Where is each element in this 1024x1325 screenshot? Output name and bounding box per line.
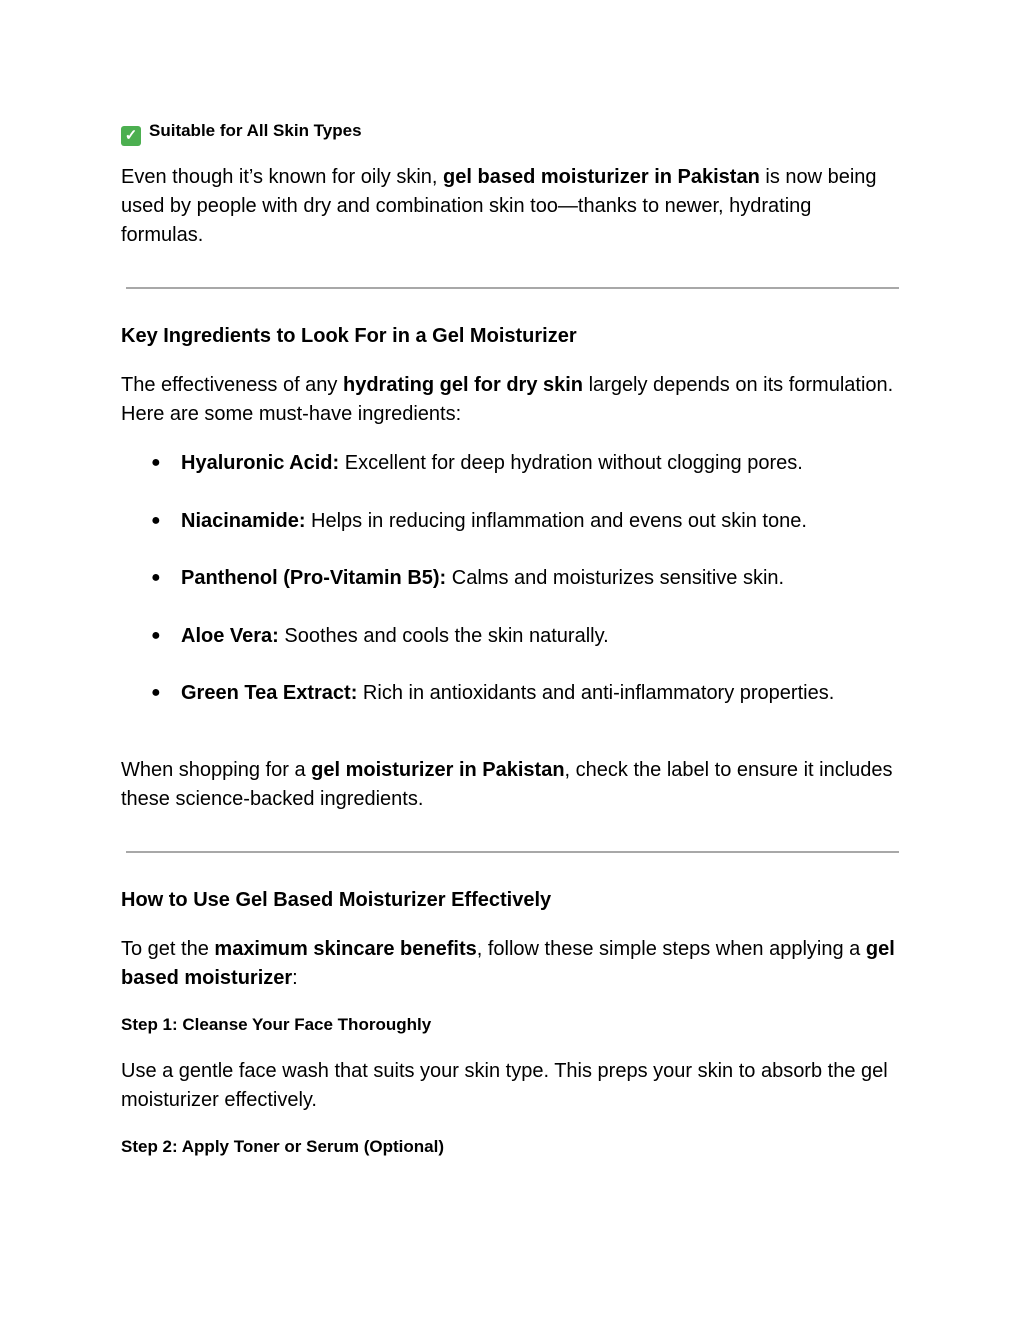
ingredient-term: Niacinamide: (181, 509, 306, 532)
horizontal-divider (126, 287, 899, 289)
heading-how-to-use: How to Use Gel Based Moisturizer Effectively (121, 889, 552, 911)
list-item (121, 505, 901, 563)
ingredient-term: Hyaluronic Acid: (181, 452, 340, 474)
bullet-icon: ● (151, 626, 161, 644)
ingredient-desc: Soothes and cools the skin naturally. (278, 624, 609, 647)
ingredient-desc: Rich in antioxidants and anti-inflammatory properties. (357, 682, 835, 704)
text-run: largely depends on its formulation. Here are some must-have ingredients: (121, 374, 894, 425)
ingredients-list (121, 447, 901, 735)
paragraph-skin-types (121, 163, 896, 250)
heading-suitable-skin-types (121, 120, 362, 146)
ingredient-term: Aloe Vera: (181, 624, 279, 647)
heading-step-2: Step 2: Apply Toner or Serum (Optional) (121, 1137, 445, 1156)
check-mark-icon: ✓ (121, 126, 141, 146)
text-run: , check the label to ensure it includes these science-backed ingredients. (121, 759, 893, 810)
bold-keyword: gel based moisturizer in Pakistan (443, 166, 760, 188)
heading-key-ingredients: Key Ingredients to Look For in a Gel Moisturizer (121, 325, 577, 347)
text-run: When shopping for a (121, 759, 312, 781)
list-item (121, 677, 901, 735)
text-run: , follow these simple steps when applying a (476, 938, 866, 960)
paragraph-usage-intro (121, 935, 896, 993)
heading-text: Suitable for All Skin Types (149, 121, 362, 140)
text-run: : (292, 967, 298, 989)
ingredient-term: Panthenol (Pro-Vitamin B5): (181, 567, 447, 589)
list-item (121, 562, 901, 620)
paragraph-ingredients-intro (121, 371, 896, 429)
text-run: Even though it’s known for oily skin, (121, 166, 444, 188)
ingredient-desc: Excellent for deep hydration without clogging pores. (339, 452, 803, 474)
text-run: is now being used by people with dry and combination skin too—thanks to newer, hydrating formulas. (121, 166, 877, 246)
list-item (121, 620, 901, 678)
ingredient-desc: Calms and moisturizes sensitive skin. (446, 567, 785, 589)
paragraph-step-1: Use a gentle face wash that suits your skin type. This preps your skin to absorb the gel moisturizer effectively. (121, 1060, 888, 1111)
heading-step-1: Step 1: Cleanse Your Face Thoroughly (121, 1015, 432, 1034)
paragraph-shopping-tip (121, 756, 896, 814)
bullet-icon: ● (151, 511, 161, 529)
bold-keyword: gel moisturizer in Pakistan (311, 759, 565, 781)
bullet-icon: ● (151, 569, 161, 586)
list-item (121, 447, 901, 505)
bold-keyword: gel based moisturizer (121, 938, 895, 989)
horizontal-divider (126, 851, 899, 853)
ingredient-desc: Helps in reducing inflammation and evens out skin tone. (305, 509, 807, 532)
ingredient-term: Green Tea Extract: (181, 682, 358, 704)
bold-keyword: maximum skincare benefits (214, 938, 477, 960)
bullet-icon: ● (151, 454, 161, 471)
text-run: To get the (121, 938, 215, 960)
bullet-icon: ● (151, 684, 161, 701)
bold-keyword: hydrating gel for dry skin (342, 374, 584, 396)
text-run: The effectiveness of any (121, 374, 343, 396)
